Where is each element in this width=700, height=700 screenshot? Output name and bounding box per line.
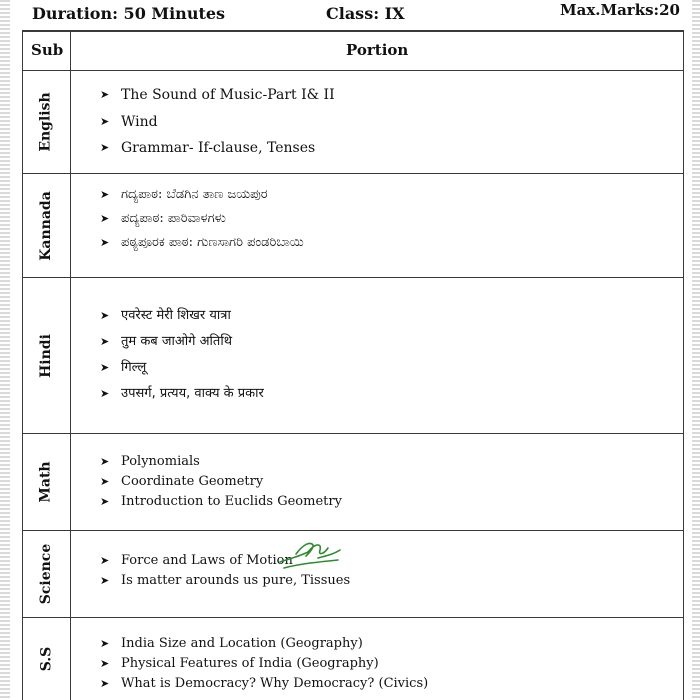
duration-text: Duration: 50 Minutes [32, 4, 226, 23]
arrowhead-bullet-icon: ➤ [100, 115, 110, 128]
subject-label-ss: S.S [37, 646, 54, 672]
math-portion-list [100, 452, 342, 512]
table-right-border [683, 30, 684, 700]
portion-column-header: Portion [346, 41, 409, 59]
kannada-portion-list [100, 185, 304, 253]
list-item: ➤ The Sound of Music-Part I& II [100, 87, 335, 103]
row-divider [22, 277, 684, 278]
row-divider [22, 173, 684, 174]
list-item: ➤ Force and Laws of Motion [100, 551, 350, 571]
list-item: ➤ ಪಠ್ಯಪೂರಕ ಪಾಠ: ಗುಣಸಾಗರಿ ಪಂಡರಿಬಾಯಿ [100, 233, 304, 253]
list-item: ➤ ಗದ್ಯಪಾಠ: ಬೆಡಗಿನ ತಾಣ ಜಯಪುರ [100, 185, 304, 205]
page-edge-right [692, 0, 700, 700]
table-top-border [22, 30, 684, 32]
arrowhead-bullet-icon: ➤ [100, 361, 110, 374]
arrowhead-bullet-icon: ➤ [100, 475, 110, 488]
max-marks-text: Max.Marks:20 [560, 1, 680, 19]
subject-label-math: Math [38, 461, 54, 503]
arrowhead-bullet-icon: ➤ [100, 657, 110, 670]
list-item: ➤ गिल्लू [100, 358, 264, 378]
signature-icon [278, 536, 342, 570]
arrowhead-bullet-icon: ➤ [100, 554, 110, 567]
class-text: Class: IX [326, 4, 405, 23]
row-divider [22, 617, 684, 618]
header-row-divider [22, 70, 684, 71]
column-divider [70, 30, 71, 700]
arrowhead-bullet-icon: ➤ [100, 677, 110, 690]
list-item: ➤ एवरेस्ट मेरी शिखर यात्रा [100, 306, 264, 326]
sub-column-header: Sub [31, 41, 64, 59]
list-item: ➤ तुम कब जाओगे अतिथि [100, 332, 264, 352]
list-item: ➤ उपसर्ग, प्रत्यय, वाक्य के प्रकार [100, 384, 264, 404]
list-item: ➤ Is matter arounds us pure, Tissues [100, 571, 350, 591]
list-item: ➤ Introduction to Euclids Geometry [100, 492, 342, 512]
subject-label-english: English [38, 92, 54, 152]
list-item: ➤ ಪದ್ಯಪಾಠ: ಪಾರಿವಾಳಗಳು [100, 209, 304, 229]
page-edge-left [0, 0, 10, 700]
list-item: ➤ India Size and Location (Geography) [100, 634, 428, 654]
subject-label-science: Science [38, 543, 55, 605]
arrowhead-bullet-icon: ➤ [100, 455, 110, 468]
arrowhead-bullet-icon: ➤ [100, 495, 110, 508]
row-divider [22, 530, 684, 531]
arrowhead-bullet-icon: ➤ [100, 188, 110, 201]
arrowhead-bullet-icon: ➤ [100, 335, 110, 348]
row-divider [22, 433, 684, 434]
arrowhead-bullet-icon: ➤ [100, 574, 110, 587]
list-item: ➤ Grammar- If-clause, Tenses [100, 140, 316, 156]
hindi-portion-list [100, 306, 264, 404]
list-item: ➤ Wind [100, 114, 158, 130]
arrowhead-bullet-icon: ➤ [100, 309, 110, 322]
arrowhead-bullet-icon: ➤ [100, 141, 110, 154]
subject-label-hindi: Hindi [38, 333, 54, 378]
arrowhead-bullet-icon: ➤ [100, 236, 110, 249]
list-item: ➤ What is Democracy? Why Democracy? (Civics) [100, 674, 428, 694]
ss-portion-list [100, 634, 428, 694]
arrowhead-bullet-icon: ➤ [100, 212, 110, 225]
list-item: ➤ Coordinate Geometry [100, 472, 342, 492]
list-item: ➤ Polynomials [100, 452, 342, 472]
list-item: ➤ Physical Features of India (Geography) [100, 654, 428, 674]
arrowhead-bullet-icon: ➤ [100, 387, 110, 400]
arrowhead-bullet-icon: ➤ [100, 88, 110, 101]
subject-label-kannada: Kannada [38, 190, 54, 261]
arrowhead-bullet-icon: ➤ [100, 637, 110, 650]
english-portion-list [100, 85, 335, 158]
